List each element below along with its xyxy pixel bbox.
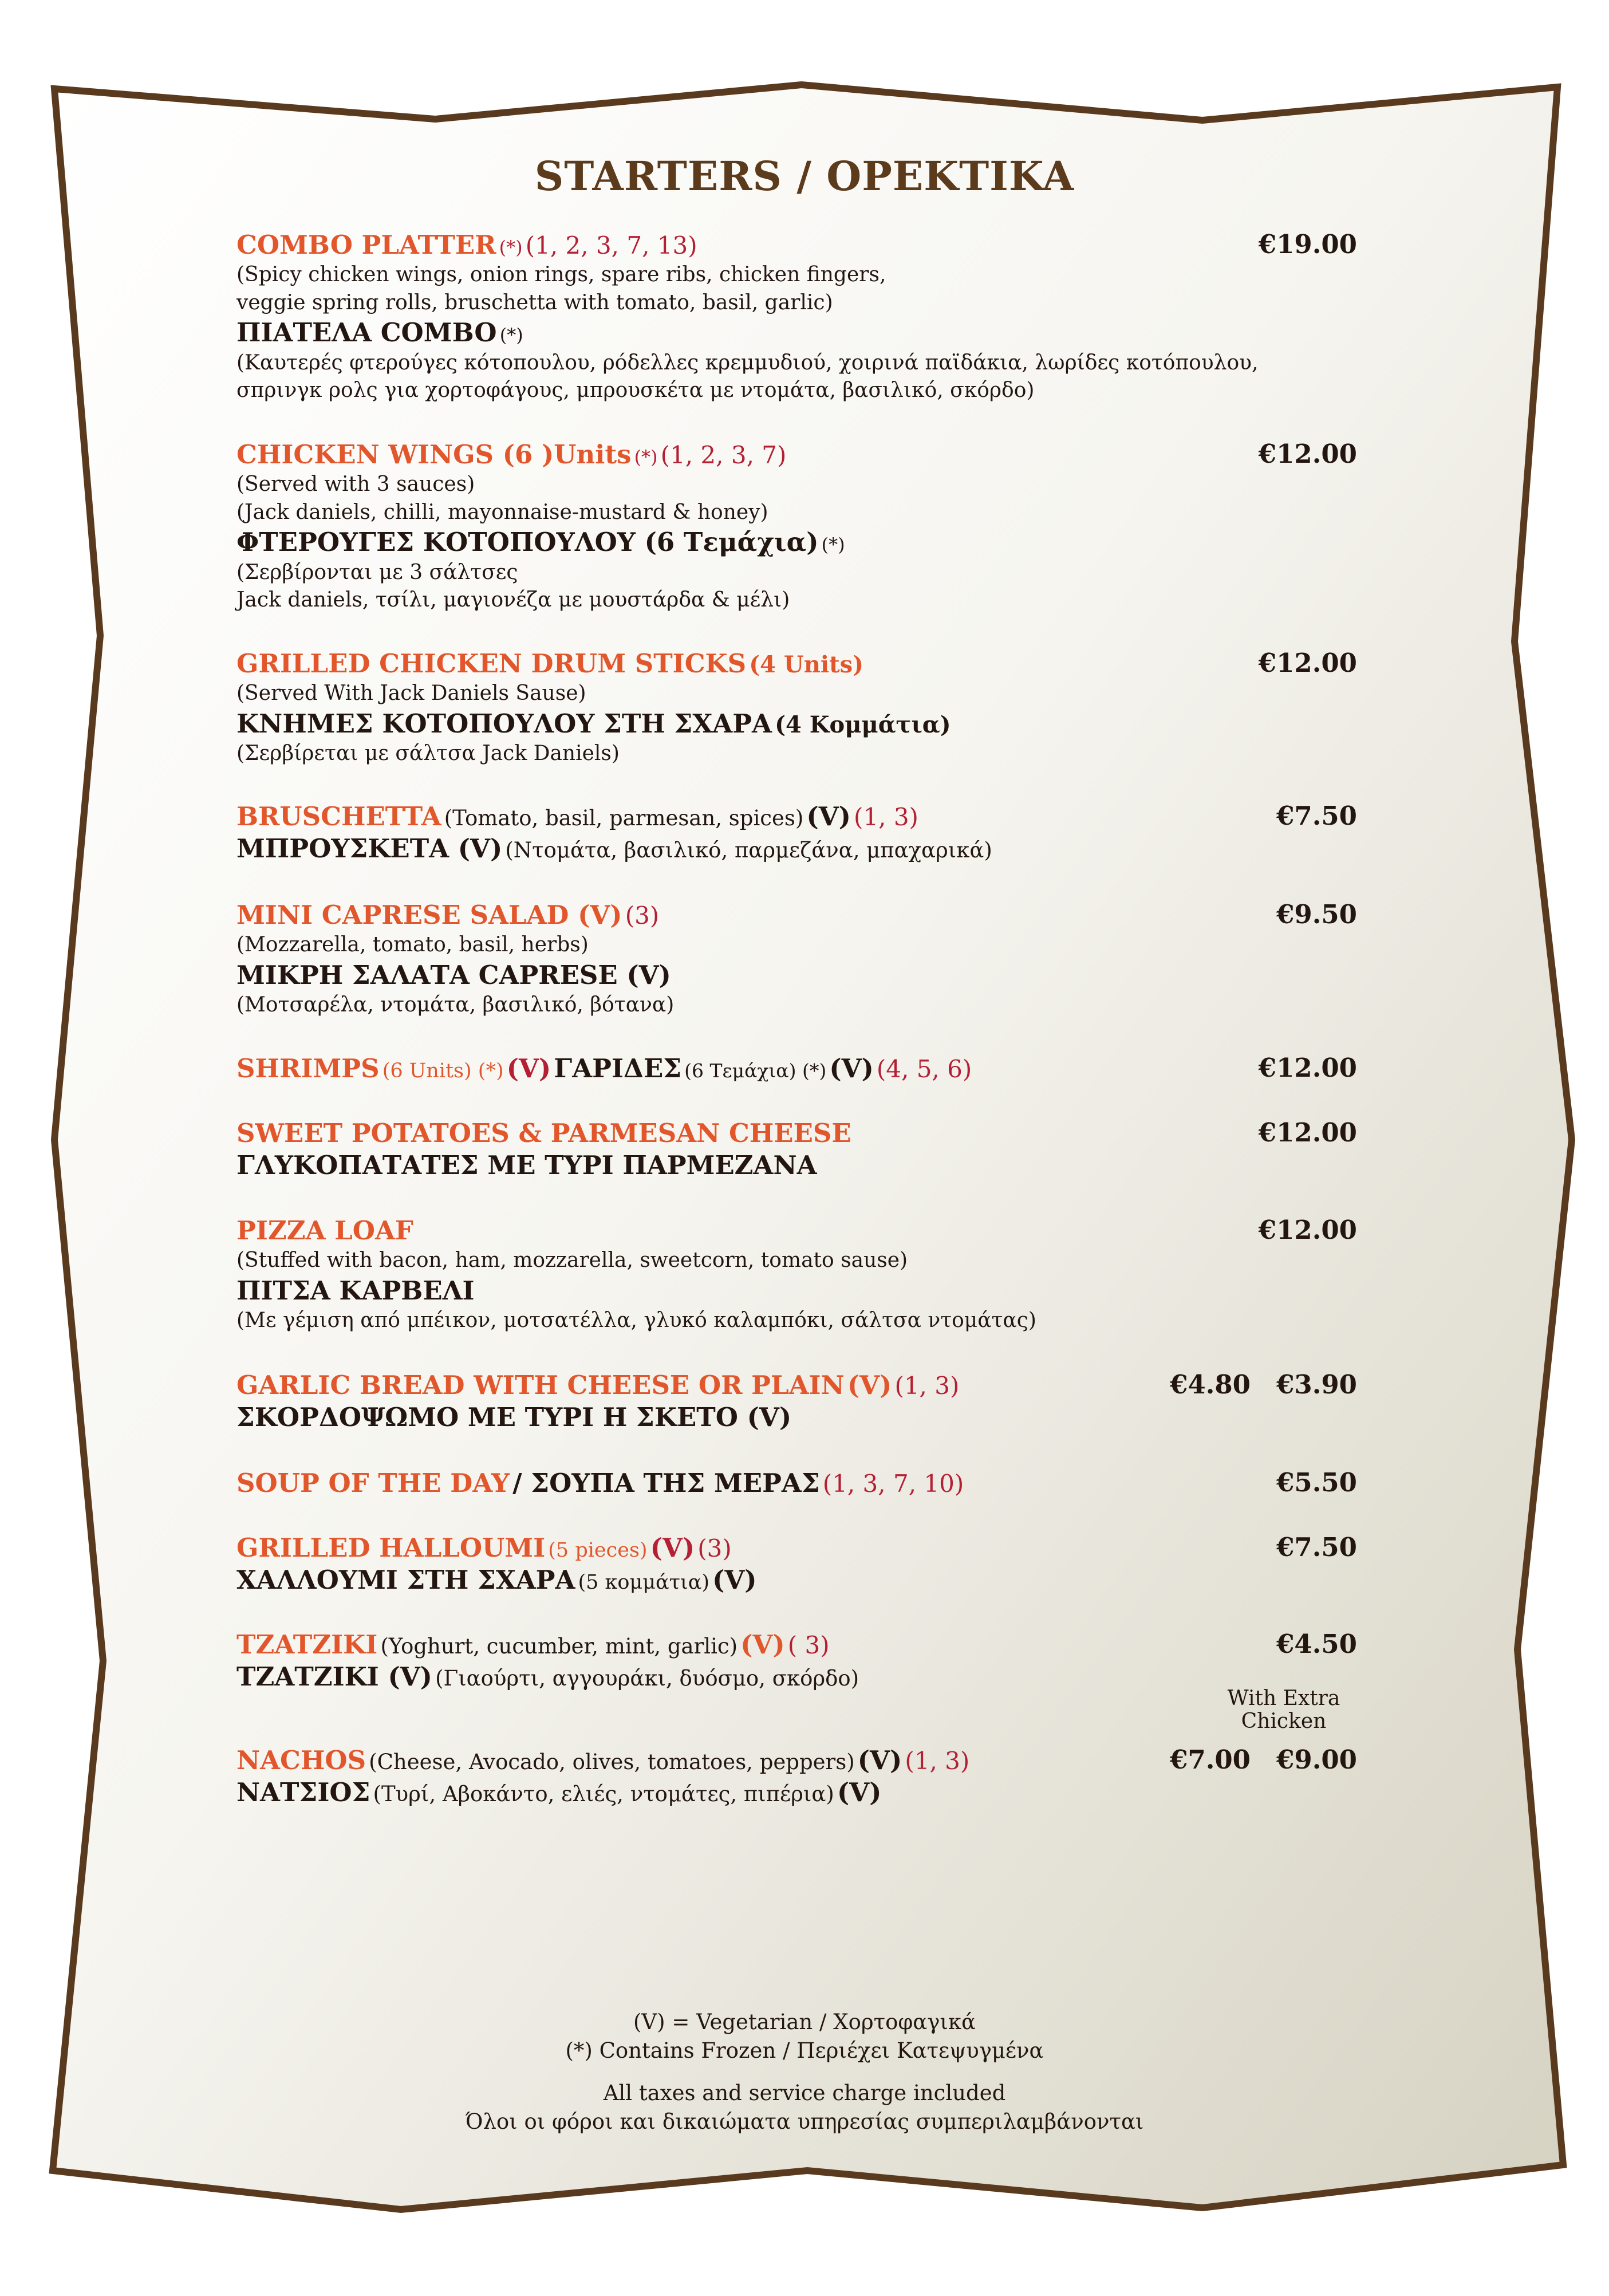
item-desc-en: (Mozzarella, tomato, basil, herbs) — [236, 933, 589, 957]
legend — [0, 2008, 1609, 2065]
item-name-en: TZATZIKI — [236, 1629, 378, 1660]
item-desc-gr: σπρινγκ ρολς για χορτοφάγους, μπρουσκέτα με ντομάτα, βασιλικό, σκόρδο) — [236, 379, 1035, 403]
item-name-en: PIZZA LOAF — [236, 1215, 413, 1246]
item-ingredients-gr: (Ντομάτα, βασιλικό, παρμεζάνα, μπαχαρικά) — [505, 838, 992, 863]
item-name-en: COMBO PLATTER — [236, 230, 496, 260]
item-desc-gr: (Μοτσαρέλα, ντομάτα, βασιλικό, βότανα) — [236, 993, 675, 1017]
item-desc-en: (Jack daniels, chilli, mayonnaise-mustard & honey) — [236, 500, 768, 524]
menu-item-mini-caprese — [236, 899, 1353, 1019]
item-name-en: SWEET POTATOES & PARMESAN CHEESE — [236, 1118, 851, 1148]
allergen-codes: (1, 3) — [894, 1372, 960, 1400]
item-price: €12.00 — [1258, 1117, 1357, 1148]
item-portion-en: (5 pieces) — [548, 1539, 648, 1562]
item-name-gr: ΜΙΚΡΗ ΣΑΛΑΤΑ CAPRESE (V) — [236, 959, 671, 990]
allergen-codes: (1, 3, 7, 10) — [822, 1470, 964, 1498]
taxes-note — [0, 2079, 1609, 2136]
menu-item-shrimps — [236, 1053, 1353, 1085]
item-price: €12.00 — [1258, 1053, 1357, 1083]
item-desc-gr: (Σερβίρεται με σάλτσα Jack Daniels) — [236, 742, 620, 766]
item-desc-gr: (Καυτερές φτερούγες κότοπουλου, ρόδελλες κρεμμυδιού, χοιρινά παϊδάκια, λωρίδες κοτόπουλου, — [236, 350, 1259, 375]
item-price: €19.00 — [1258, 229, 1357, 259]
vegetarian-mark: (V) — [506, 1053, 551, 1084]
item-name-gr: / ΣΟΥΠΑ ΤΗΣ ΜΕΡΑΣ — [512, 1468, 820, 1498]
menu-item-drum-sticks — [236, 648, 1353, 768]
extra-label-line: Chicken — [1241, 1709, 1327, 1733]
item-name-gr: ΝΑΤΣΙΟΣ — [236, 1777, 370, 1808]
allergen-codes: (3) — [625, 901, 660, 930]
item-price: €12.00 — [1258, 439, 1357, 469]
item-price: €12.00 — [1258, 1215, 1357, 1245]
item-name-en: NACHOS — [236, 1745, 366, 1775]
item-price: €12.00 — [1258, 648, 1357, 678]
taxes-gr: Όλοι οι φόροι και δικαιώματα υπηρεσίας συμπεριλαμβάνονται — [465, 2109, 1144, 2134]
item-name-en: CHICKEN WINGS (6 )Units — [236, 439, 632, 470]
item-name-en: GARLIC BREAD WITH CHEESE OR PLAIN — [236, 1370, 845, 1400]
vegetarian-mark: (V) — [829, 1053, 874, 1084]
frozen-mark: (*) — [821, 534, 845, 556]
allergen-codes: (4, 5, 6) — [876, 1055, 972, 1083]
frozen-mark: (*) — [634, 446, 658, 468]
item-desc-en: (Served With Jack Daniels Sause) — [236, 682, 586, 706]
taxes-en: All taxes and service charge included — [603, 2081, 1006, 2105]
item-price-plain: €7.00 — [1170, 1744, 1251, 1775]
item-name-en: GRILLED HALLOUMI — [236, 1533, 546, 1563]
item-name-gr: ΜΠΡΟΥΣΚΕΤΑ (V) — [236, 833, 503, 864]
item-name-gr: ΣΚΟΡΔΟΨΩΜΟ ΜΕ ΤΥΡΙ Η ΣΚΕΤΟ (V) — [236, 1402, 792, 1433]
extra-label-line: With Extra — [1227, 1687, 1340, 1710]
item-price: €7.50 — [1276, 801, 1357, 831]
item-portion-gr: (5 κομμάτια) — [578, 1571, 709, 1594]
menu-item-sweet-potatoes — [236, 1117, 1353, 1182]
page-title: STARTERS / OPEKTIKA — [534, 152, 1075, 200]
item-name-en: SHRIMPS — [236, 1053, 380, 1084]
item-price-plain: €4.80 — [1170, 1369, 1251, 1400]
frozen-mark: (*) — [499, 324, 523, 346]
item-name-gr: ΓΑΡΙΔΕΣ — [554, 1053, 682, 1084]
vegetarian-mark: (V) — [837, 1777, 882, 1808]
item-ingredients-en: (Yoghurt, cucumber, mint, garlic) — [380, 1634, 738, 1659]
item-name-gr: ΧΑΛΛΟΥΜΙ ΣΤΗ ΣΧΑΡΑ — [236, 1565, 575, 1596]
item-ingredients-en: (Cheese, Avocado, olives, tomatoes, peppers) — [369, 1750, 855, 1774]
allergen-codes: (3) — [697, 1534, 732, 1562]
item-desc-gr: (Σερβίρονται με 3 σάλτσες — [236, 560, 518, 584]
item-name-gr: ΚΝΗΜΕΣ ΚΟΤΟΠΟΥΛΟΥ ΣΤΗ ΣΧΑΡΑ — [236, 708, 772, 739]
frozen-mark: (*) — [499, 237, 523, 258]
allergen-codes: (1, 2, 3, 7) — [660, 441, 787, 469]
item-desc-en: (Served with 3 sauces) — [236, 472, 475, 497]
allergen-codes: (1, 2, 3, 7, 13) — [525, 231, 697, 259]
legend-vegetarian: (V) = Vegetarian / Χορτοφαγικά — [633, 2010, 976, 2034]
item-price: €5.50 — [1276, 1467, 1357, 1498]
item-desc-en: (Spicy chicken wings, onion rings, spare ribs, chicken fingers, — [236, 263, 886, 287]
menu-item-bruschetta — [236, 801, 1353, 865]
vegetarian-mark: (V) — [740, 1629, 785, 1660]
item-portion-gr: (6 Τεμάχια) (*) — [684, 1060, 827, 1082]
item-name-en: MINI CAPRESE SALAD (V) — [236, 900, 622, 930]
menu-item-combo-platter — [236, 229, 1353, 405]
extra-chicken-label — [1198, 1687, 1370, 1732]
vegetarian-mark: (V) — [712, 1565, 757, 1596]
legend-frozen: (*) Contains Frozen / Περιέχει Κατεψυγμένα — [565, 2038, 1044, 2063]
item-desc-gr: (Με γέμιση από μπέικον, μοτσατέλλα, γλυκό καλαμπόκι, σάλτσα ντομάτας) — [236, 1309, 1036, 1333]
item-name-gr: ΦΤΕΡΟΥΓΕΣ ΚΟΤΟΠΟΥΛΟΥ (6 Τεμάχια) — [236, 527, 819, 558]
item-name-gr: ΠΙΑΤΕΛΑ COMBO — [236, 317, 497, 348]
menu-item-tzatziki — [236, 1629, 1353, 1694]
vegetarian-mark: (V) — [650, 1533, 695, 1563]
allergen-codes: ( 3) — [787, 1631, 830, 1659]
menu-item-pizza-loaf — [236, 1215, 1353, 1335]
menu-item-halloumi — [236, 1532, 1353, 1597]
item-desc-en: (Stuffed with bacon, ham, mozzarella, sweetcorn, tomato sause) — [236, 1249, 908, 1273]
item-ingredients-gr: (Γιαούρτι, αγγουράκι, δυόσμο, σκόρδο) — [435, 1666, 859, 1691]
item-name-gr: ΓΛΥΚΟΠΑΤΑΤΕΣ ΜΕ ΤΥΡΙ ΠΑΡΜΕΖΑΝΑ — [236, 1150, 817, 1181]
menu-item-chicken-wings — [236, 439, 1353, 615]
item-portion-en: (4 Units) — [749, 651, 864, 678]
item-desc-gr: Jack daniels, τσίλι, μαγιονέζα με μουστάρδα & μέλι) — [236, 588, 790, 612]
item-price: €9.50 — [1276, 899, 1357, 930]
item-name-en: BRUSCHETTA — [236, 801, 441, 832]
item-portion-gr: (4 Κομμάτια) — [775, 711, 951, 738]
item-portion-en: (6 Units) (*) — [382, 1060, 504, 1082]
item-desc-en: veggie spring rolls, bruschetta with tomato, basil, garlic) — [236, 290, 833, 314]
allergen-codes: (1, 3) — [905, 1747, 970, 1775]
allergen-codes: (1, 3) — [854, 803, 918, 831]
item-price: €3.90 — [1276, 1369, 1357, 1400]
item-name-en: SOUP OF THE DAY — [236, 1468, 510, 1498]
item-name-gr: ΤΖΑΤΖΙΚΙ (V) — [236, 1661, 432, 1692]
item-ingredients-gr: (Τυρί, Αβοκάντο, ελιές, ντομάτες, πιπέρια) — [373, 1782, 834, 1807]
item-price: €7.50 — [1276, 1532, 1357, 1562]
item-price: €4.50 — [1276, 1629, 1357, 1659]
item-price: €9.00 — [1276, 1744, 1357, 1775]
vegetarian-mark: (V) — [847, 1370, 892, 1400]
vegetarian-mark: (V) — [806, 801, 851, 832]
vegetarian-mark: (V) — [857, 1745, 902, 1775]
menu-item-soup — [236, 1467, 1353, 1499]
item-ingredients-en: (Tomato, basil, parmesan, spices) — [444, 806, 804, 830]
item-name-en: GRILLED CHICKEN DRUM STICKS — [236, 648, 747, 679]
item-name-gr: ΠΙΤΣΑ ΚΑΡΒΕΛΙ — [236, 1275, 475, 1306]
